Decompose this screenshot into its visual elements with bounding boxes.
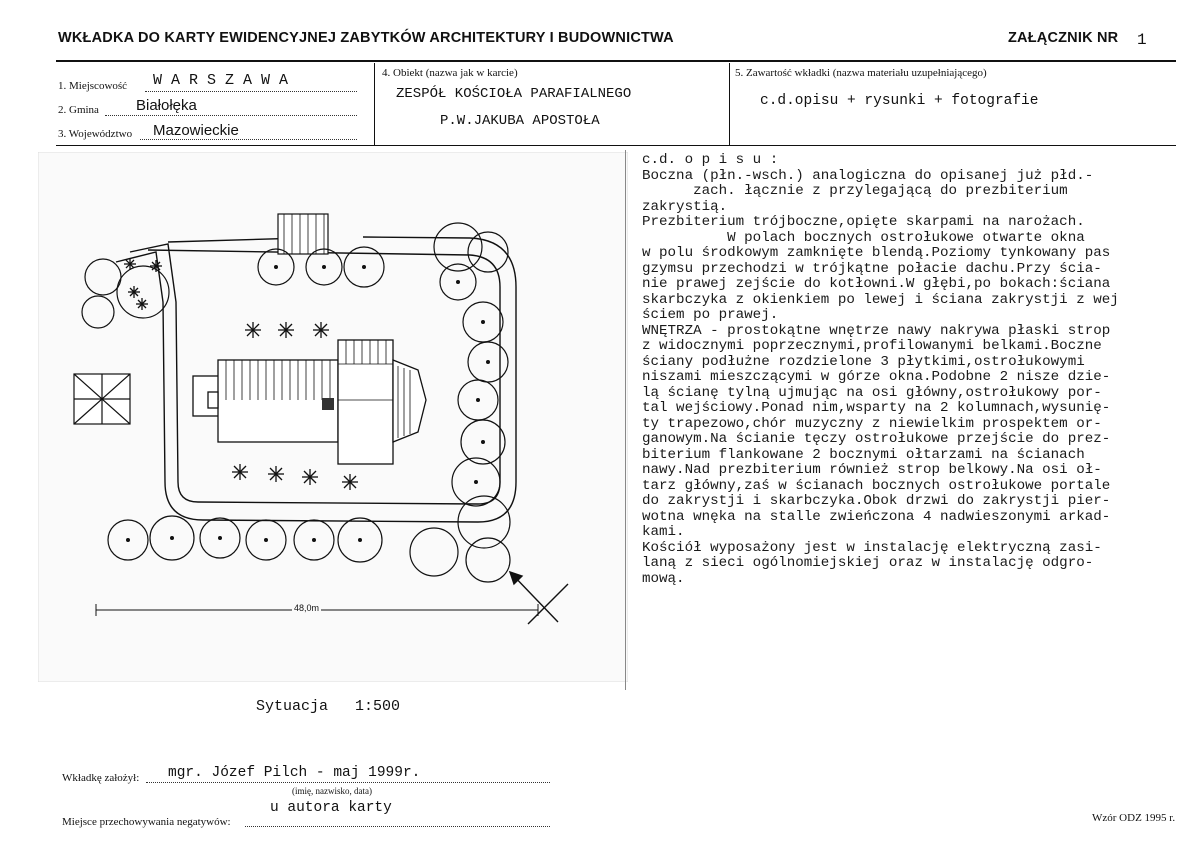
miejscowosc-label: 1. Miejscowość xyxy=(58,80,128,92)
description-line: Prezbiterium trójboczne,opięte skarpami na narożach. xyxy=(642,214,1085,230)
negatives-label: Miejsce przechowywania negatywów: xyxy=(62,816,231,828)
object-label: 4. Obiekt (nazwa jak w karcie) xyxy=(382,67,518,79)
description-line: nie prawej zejście do kotłowni.W głębi,po bokach:ściana xyxy=(642,276,1111,292)
description-line: skarbczyka z okienkiem po lewej i ściana zakrystji z wej xyxy=(642,291,1119,308)
header-rule xyxy=(56,60,1176,62)
gmina-value: Białołęka xyxy=(136,97,197,114)
description-line: do zakrystji i skarbczyka.Obok drzwi do zakrystji pier- xyxy=(642,493,1111,509)
description-line: w polu środkowym zamknięte blendą.Poziomy tynkowany pas xyxy=(642,245,1111,261)
wojewodztwo-leader xyxy=(140,139,357,140)
description-line: ty trapezowo,chór muzyczny z niewielkim prospektem or- xyxy=(642,415,1102,432)
miejscowosc-value: W A R S Z A W A xyxy=(153,72,289,89)
object-line2: P.W.JAKUBA APOSTOŁA xyxy=(440,113,600,129)
description-line: wotna wnęka na stalle zwieńczona 4 nadwieszonymi arkad- xyxy=(642,508,1111,525)
description-line: ganowym.Na ścianie tęczy ostrołukowe przejście do prez- xyxy=(642,431,1111,447)
description-line: c.d. o p i s u : xyxy=(642,152,779,168)
description-text xyxy=(642,153,1119,587)
description-line: gzymsu przechodzi w trójkątne połacie dachu.Przy ścia- xyxy=(642,260,1102,277)
description-line: ściem po prawej. xyxy=(642,307,779,323)
gmina-label: 2. Gmina xyxy=(58,104,99,116)
description-line: Kościół wyposażony jest w instalację elektryczną zasi- xyxy=(642,539,1102,556)
description-line: nawy.Nad prezbiterium również strop belkowy.Na osi oł- xyxy=(642,462,1102,478)
description-line: tarz główny,zaś w ścianach bocznych ostrołukowe portale xyxy=(642,477,1111,494)
attachment-number: 1 xyxy=(1137,31,1147,49)
wojewodztwo-label: 3. Województwo xyxy=(58,128,133,140)
description-line: mową. xyxy=(642,570,685,587)
text-margin-rule xyxy=(625,150,626,690)
description-line: zach. łącznie z przylegającą do prezbiterium xyxy=(642,183,1068,199)
section-rule xyxy=(56,145,1176,146)
divider-1 xyxy=(374,63,375,145)
description-line: lą ścianę tylną ujmując na osi główny,ostrołukowy por- xyxy=(642,384,1102,401)
description-line: niszami mieszczącymi w górze okna.Podobne 2 nisze dzie- xyxy=(642,369,1111,385)
description-line: z widocznymi poprzecznymi,profilowanymi belkami.Boczne xyxy=(642,338,1102,354)
divider-2 xyxy=(729,63,730,145)
scale-bar-label: 48,0m xyxy=(294,603,320,613)
description-line: Boczna (płn.-wsch.) analogiczna do opisanej już płd.- xyxy=(642,167,1094,184)
miejscowosc-leader xyxy=(145,91,357,92)
founded-leader xyxy=(146,782,550,783)
wojewodztwo-value: Mazowieckie xyxy=(153,122,239,139)
document-title: WKŁADKA DO KARTY EWIDENCYJNEJ ZABYTKÓW ARCHITEKTURY I BUDOWNICTWA xyxy=(58,30,674,46)
negatives-leader xyxy=(245,826,550,827)
site-plan-drawing xyxy=(38,152,628,682)
founded-value: mgr. Józef Pilch - maj 1999r. xyxy=(168,765,421,781)
attachment-label: ZAŁĄCZNIK NR xyxy=(1008,30,1119,46)
description-line: laną z sieci ogólnomiejskiej oraz w instalację odgro- xyxy=(642,555,1094,571)
gmina-leader xyxy=(105,115,357,116)
founded-label: Wkładkę założył: xyxy=(62,772,140,784)
description-line: tal wejściowy.Ponad nim,wsparty na 2 kolumnach,wysunię- xyxy=(642,400,1111,416)
negatives-value: u autora karty xyxy=(270,800,392,816)
description-line: biterium flankowane 2 bocznymi ołtarzami na ścianach xyxy=(642,446,1085,463)
description-line: W polach bocznych ostrołukowe otwarte okna xyxy=(642,229,1085,246)
description-line: zakrystią. xyxy=(642,198,728,215)
description-line: kami. xyxy=(642,524,685,540)
template-label: Wzór ODZ 1995 r. xyxy=(1092,812,1176,824)
contents-value: c.d.opisu + rysunki + fotografie xyxy=(760,93,1039,109)
founded-hint: (imię, nazwisko, data) xyxy=(292,786,372,796)
description-line: WNĘTRZA - prostokątne wnętrze nawy nakrywa płaski strop xyxy=(642,322,1111,339)
object-line1: ZESPÓŁ KOŚCIOŁA PARAFIALNEGO xyxy=(396,86,632,102)
description-line: ściany podłużne rozdzielone 3 płytkimi,ostrołukowymi xyxy=(642,353,1085,370)
contents-label: 5. Zawartość wkładki (nazwa materiału uzupełniającego) xyxy=(735,67,987,79)
plan-caption: Sytuacja 1:500 xyxy=(256,698,401,715)
